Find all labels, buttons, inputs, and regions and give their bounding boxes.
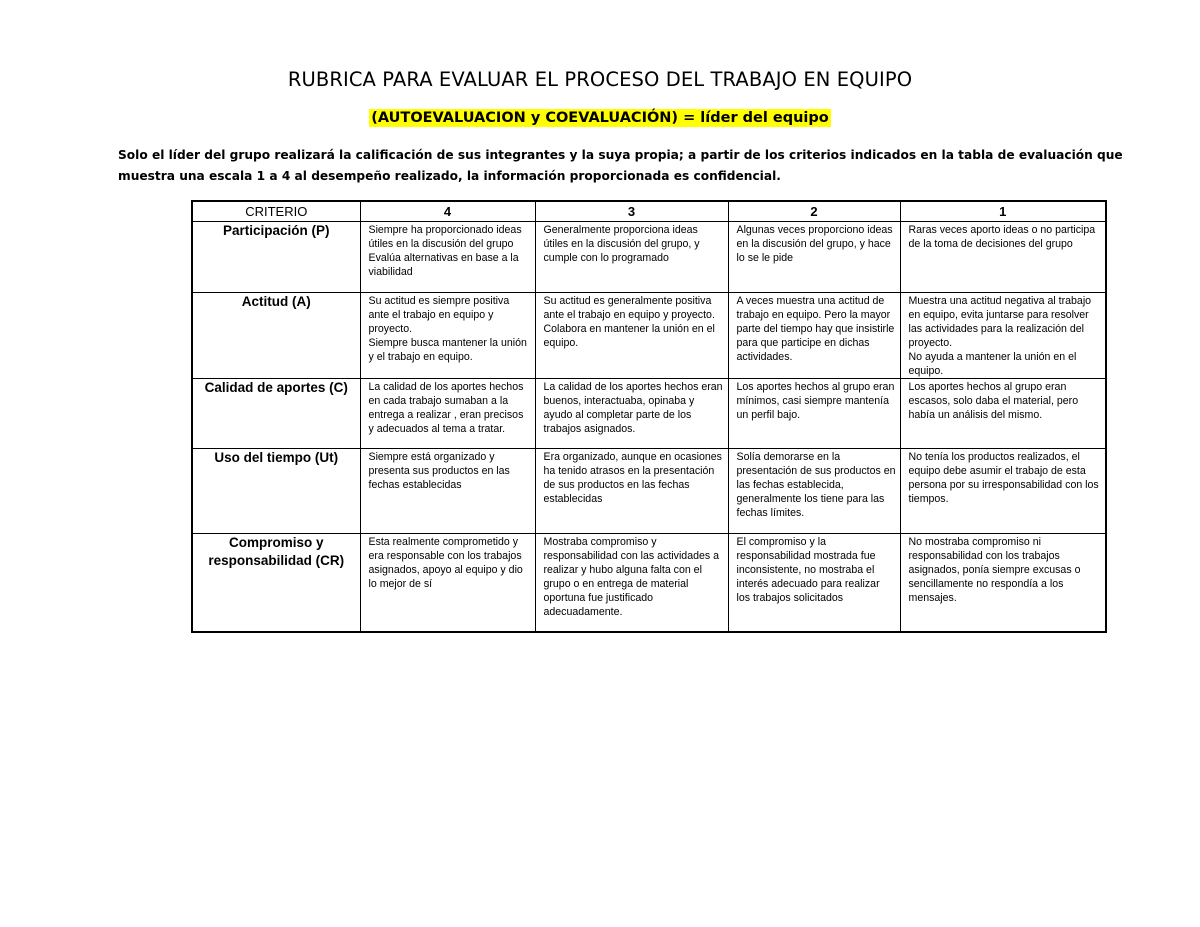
table-row <box>192 222 1106 293</box>
table-cell: A veces muestra una actitud de trabajo en equipo. Pero la mayor parte del tiempo hay que insistirle para que participe en dichas actividades. <box>728 293 900 379</box>
criterion-actitud: Actitud (A) <box>192 293 360 379</box>
instructions-paragraph: Solo el líder del grupo realizará la calificación de sus integrantes y la suya propia; a partir de los criterios indicados en la tabla de evaluación que muestra una escala 1 a 4 al desempeño realizado, la información proporcionada es confidencial. <box>118 148 1123 183</box>
table-cell: No tenía los productos realizados, el equipo debe asumir el trabajo de esta persona por su irresponsabilidad con los tiempos. <box>900 449 1106 534</box>
page-title: RUBRICA PARA EVALUAR EL PROCESO DEL TRABAJO EN EQUIPO <box>287 68 913 91</box>
header-score-2: 2 <box>728 201 900 222</box>
header-score-4: 4 <box>360 201 535 222</box>
header-score-3: 3 <box>535 201 728 222</box>
table-header-row <box>192 201 1106 222</box>
table-cell: Solía demorarse en la presentación de sus productos en las fechas establecida, generalmente los tiene para las fechas límites. <box>728 449 900 534</box>
table-cell: Siempre está organizado y presenta sus productos en las fechas establecidas <box>360 449 535 534</box>
criterion-calidad: Calidad de aportes (C) <box>192 379 360 449</box>
table-cell: Su actitud es siempre positiva ante el trabajo en equipo y proyecto. Siempre busca mantener la unión y el trabajo en equipo. <box>360 293 535 379</box>
rubric-table <box>191 200 1107 633</box>
table-cell: Esta realmente comprometido y era responsable con los trabajos asignados, apoyo al equipo y dio lo mejor de sí <box>360 534 535 632</box>
table-cell: La calidad de los aportes hechos en cada trabajo sumaban a la entrega a realizar , eran precisos y adecuados al tema a tratar. <box>360 379 535 449</box>
header-score-1: 1 <box>900 201 1106 222</box>
table-cell: Mostraba compromiso y responsabilidad con las actividades a realizar y hubo alguna falta con el grupo o en entrega de material oportuna fue justificado adecuadamente. <box>535 534 728 632</box>
subtitle-container <box>0 109 1200 127</box>
table-row <box>192 379 1106 449</box>
table-cell: No mostraba compromiso ni responsabilidad con los trabajos asignados, ponía siempre excusas o sencillamente no respondía a los mensajes. <box>900 534 1106 632</box>
table-row <box>192 293 1106 379</box>
table-cell: Generalmente proporciona ideas útiles en la discusión del grupo, y cumple con lo programado <box>535 222 728 293</box>
table-cell: La calidad de los aportes hechos eran buenos, interactuaba, opinaba y ayudo al completar parte de los trabajos asignados. <box>535 379 728 449</box>
table-row <box>192 534 1106 632</box>
table-cell: Raras veces aporto ideas o no participa de la toma de decisiones del grupo <box>900 222 1106 293</box>
criterion-participacion: Participación (P) <box>192 222 360 293</box>
table-cell: Los aportes hechos al grupo eran mínimos, casi siempre mantenía un perfil bajo. <box>728 379 900 449</box>
criterion-uso-tiempo: Uso del tiempo (Ut) <box>192 449 360 534</box>
table-cell: El compromiso y la responsabilidad mostrada fue inconsistente, no mostraba el interés adecuado para realizar los trabajos solicitados <box>728 534 900 632</box>
criterion-compromiso: Compromiso y responsabilidad (CR) <box>192 534 360 632</box>
subtitle-highlight: (AUTOEVALUACION y COEVALUACIÓN) = líder del equipo <box>371 110 829 126</box>
table-row <box>192 449 1106 534</box>
table-cell: Era organizado, aunque en ocasiones ha tenido atrasos en la presentación de sus productos en las fechas establecidas <box>535 449 728 534</box>
header-criterio: CRITERIO <box>192 201 360 222</box>
table-cell: Su actitud es generalmente positiva ante el trabajo en equipo y proyecto. Colabora en mantener la unión en el equipo. <box>535 293 728 379</box>
table-cell: Algunas veces proporciono ideas en la discusión del grupo, y hace lo se le pide <box>728 222 900 293</box>
table-cell: Siempre ha proporcionado ideas útiles en la discusión del grupo Evalúa alternativas en base a la viabilidad <box>360 222 535 293</box>
table-cell: Muestra una actitud negativa al trabajo en equipo, evita juntarse para resolver las actividades para la realización del proyecto. No ayuda a mantener la unión en el equipo. <box>900 293 1106 379</box>
table-cell: Los aportes hechos al grupo eran escasos, solo daba el material, pero había un análisis del mismo. <box>900 379 1106 449</box>
